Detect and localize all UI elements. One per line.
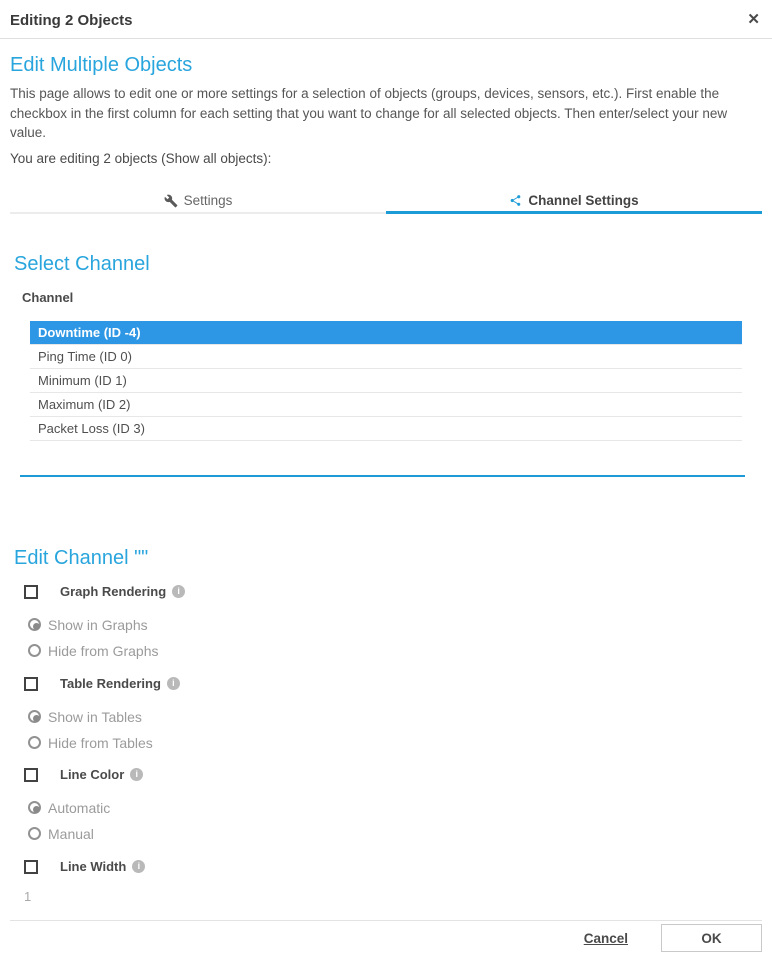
channel-row-minimum[interactable]: Minimum (ID 1) <box>30 369 742 393</box>
table-rendering-checkbox[interactable] <box>24 677 38 691</box>
dialog-title: Editing 2 Objects <box>10 12 133 29</box>
show-in-tables-radio[interactable] <box>28 710 41 723</box>
channel-row-ping-time[interactable]: Ping Time (ID 0) <box>30 345 742 369</box>
info-icon: i <box>167 677 180 690</box>
graph-rendering-group <box>24 583 185 600</box>
section-divider <box>20 475 745 477</box>
graph-rendering-checkbox[interactable] <box>24 585 38 599</box>
info-icon: i <box>172 585 185 598</box>
line-color-checkbox[interactable] <box>24 768 38 782</box>
line-width-label: Line Width <box>60 859 127 874</box>
page-title: Edit Multiple Objects <box>10 54 193 76</box>
wrench-icon <box>164 194 178 208</box>
channel-row-downtime[interactable]: Downtime (ID -4) <box>30 321 742 345</box>
cancel-button[interactable]: Cancel <box>583 931 628 946</box>
show-in-graphs-radio[interactable] <box>28 618 41 631</box>
line-width-input[interactable]: 1 <box>24 889 32 904</box>
automatic-radio[interactable] <box>28 801 41 814</box>
select-channel-heading: Select Channel <box>14 253 150 275</box>
channel-list <box>30 321 742 441</box>
hide-from-graphs-radio[interactable] <box>28 644 41 657</box>
automatic-option <box>28 799 110 816</box>
manual-radio[interactable] <box>28 827 41 840</box>
share-icon <box>509 194 522 207</box>
line-width-group <box>24 858 145 875</box>
footer-divider <box>10 920 762 921</box>
table-rendering-group <box>24 675 180 692</box>
graph-rendering-label: Graph Rendering <box>60 584 167 599</box>
tab-settings[interactable] <box>10 189 386 214</box>
manual-label: Manual <box>48 825 94 842</box>
manual-option <box>28 825 94 842</box>
show-in-tables-option <box>28 708 142 725</box>
show-all-objects-link[interactable]: Show all objects <box>165 151 264 166</box>
line-color-group <box>24 766 143 783</box>
tab-channel-settings-label: Channel Settings <box>528 192 639 208</box>
table-rendering-label: Table Rendering <box>60 676 161 691</box>
channel-row-packet-loss[interactable]: Packet Loss (ID 3) <box>30 417 742 441</box>
tab-channel-settings[interactable] <box>386 189 762 214</box>
line-width-checkbox[interactable] <box>24 860 38 874</box>
hide-from-graphs-option <box>28 642 158 659</box>
automatic-label: Automatic <box>48 799 111 816</box>
channel-row-maximum[interactable]: Maximum (ID 2) <box>30 393 742 417</box>
ok-button[interactable]: OK <box>661 924 762 952</box>
tab-bar <box>10 189 762 214</box>
editing-suffix-text: ): <box>263 151 272 166</box>
editing-count-text: You are editing 2 objects ( <box>10 151 166 166</box>
edit-channel-heading: Edit Channel "" <box>14 547 149 569</box>
tab-settings-label: Settings <box>183 193 233 208</box>
line-color-label: Line Color <box>60 767 125 782</box>
show-in-graphs-option <box>28 616 148 633</box>
editing-objects-line <box>10 151 271 166</box>
hide-from-tables-label: Hide from Tables <box>48 734 153 751</box>
hide-from-graphs-label: Hide from Graphs <box>48 642 159 659</box>
info-icon: i <box>132 860 145 873</box>
show-in-graphs-label: Show in Graphs <box>48 616 148 633</box>
close-icon[interactable]: ✕ <box>747 11 760 28</box>
page-description: This page allows to edit one or more settings for a selection of objects (groups, devices, sensors, etc.). First enable the checkbox in the first column for each setting that you want to change for all selected objects. Then enter/select your new value. <box>10 86 728 141</box>
channel-column-label: Channel <box>22 290 74 305</box>
hide-from-tables-option <box>28 734 153 751</box>
hide-from-tables-radio[interactable] <box>28 736 41 749</box>
info-icon: i <box>130 768 143 781</box>
show-in-tables-label: Show in Tables <box>48 708 142 725</box>
